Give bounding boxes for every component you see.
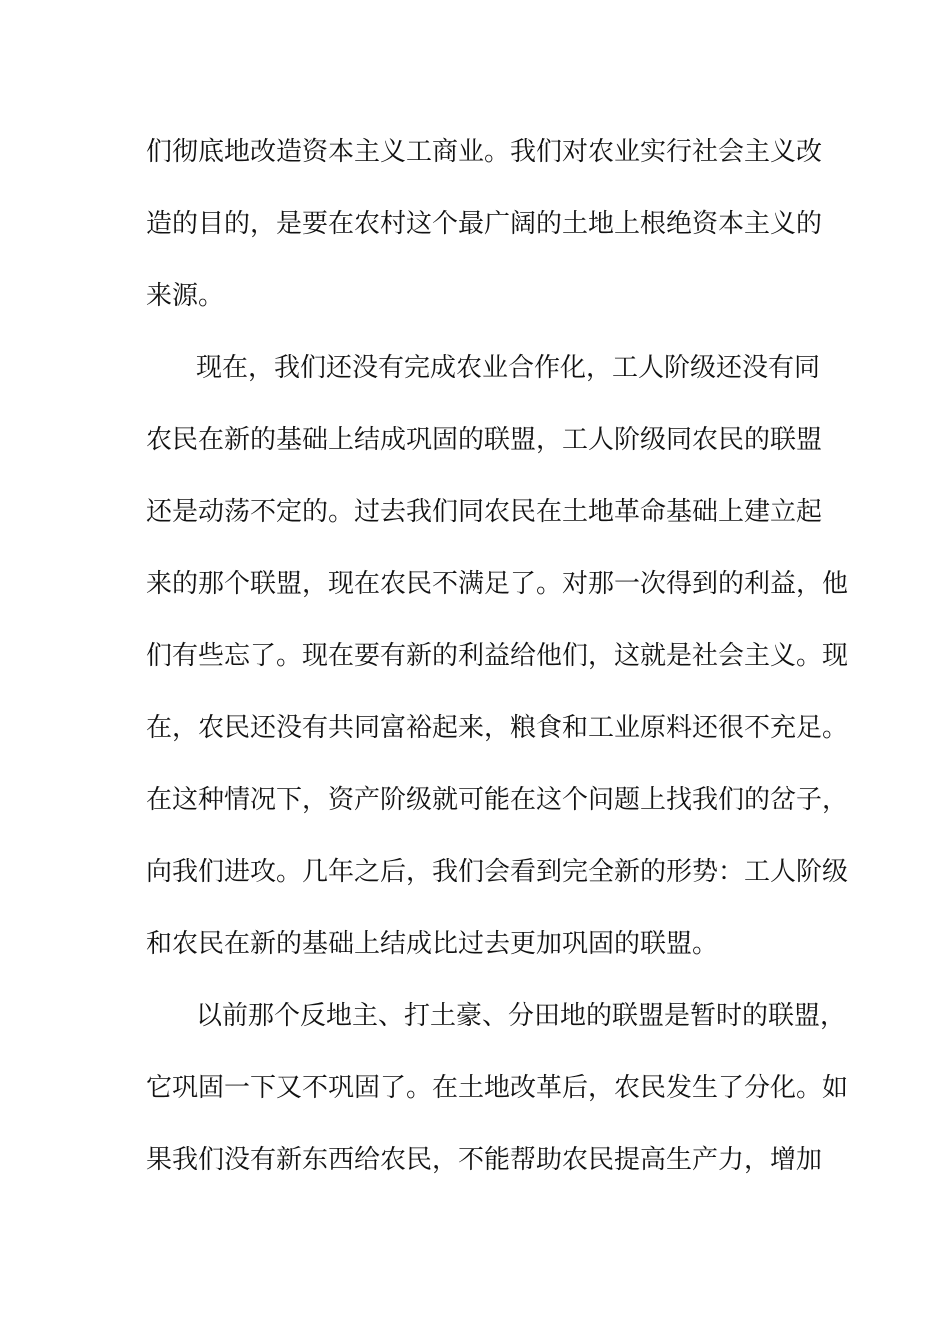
text-line: 它巩固一下又不巩固了。在土地改革后，农民发生了分化。如: [146, 1073, 849, 1103]
text-line: 现在，我们还没有完成农业合作化，工人阶级还没有同: [196, 353, 821, 383]
text-line: 果我们没有新东西给农民，不能帮助农民提高生产力，增加: [146, 1145, 823, 1175]
text-line: 在这种情况下，资产阶级就可能在这个问题上找我们的岔子，: [146, 785, 849, 815]
text-line: 以前那个反地主、打土豪、分田地的联盟是暂时的联盟，: [196, 1001, 847, 1031]
text-line: 在，农民还没有共同富裕起来，粮食和工业原料还很不充足。: [146, 713, 849, 743]
text-line: 造的目的，是要在农村这个最广阔的土地上根绝资本主义的: [146, 209, 823, 239]
text-line: 还是动荡不定的。过去我们同农民在土地革命基础上建立起: [146, 497, 823, 527]
text-line: 们彻底地改造资本主义工商业。我们对农业实行社会主义改: [146, 137, 823, 167]
text-line: 农民在新的基础上结成巩固的联盟，工人阶级同农民的联盟: [146, 425, 823, 455]
text-line: 来的那个联盟，现在农民不满足了。对那一次得到的利益，他: [146, 569, 849, 599]
text-line: 和农民在新的基础上结成比过去更加巩固的联盟。: [146, 929, 719, 959]
text-line: 来源。: [146, 281, 225, 311]
text-line: 们有些忘了。现在要有新的利益给他们，这就是社会主义。现: [146, 641, 849, 671]
text-line: 向我们进攻。几年之后，我们会看到完全新的形势：工人阶级: [146, 857, 849, 887]
